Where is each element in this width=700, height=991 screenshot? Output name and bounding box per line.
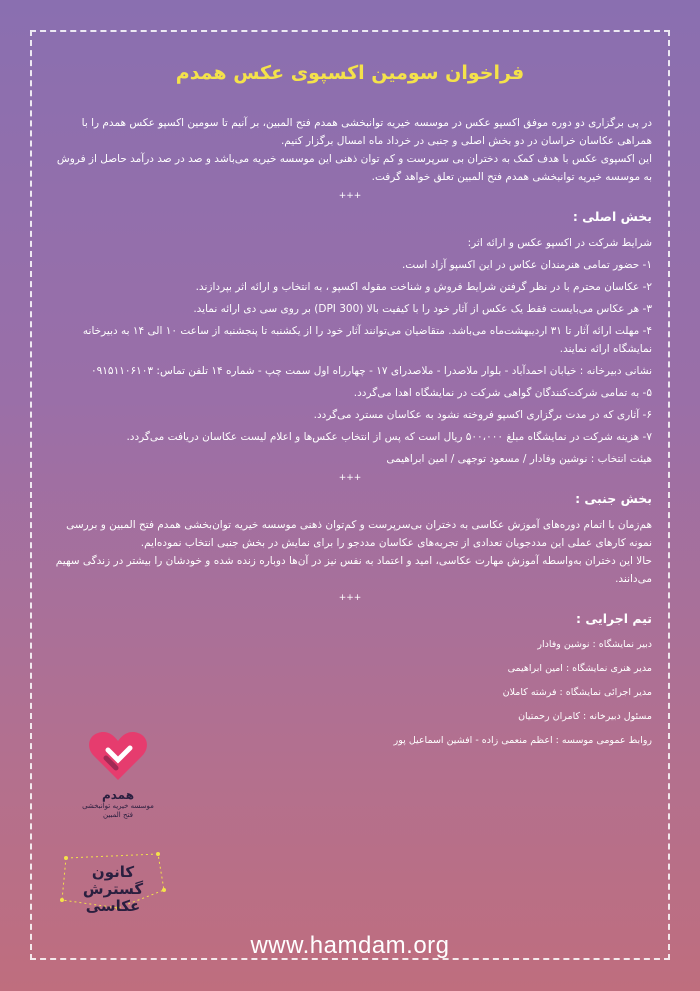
main-item: ۶- آثاری که در مدت برگزاری اکسپو فروخته نشود به عکاسان مسترد می‌گردد. <box>313 409 652 421</box>
website-url[interactable]: www.hamdam.org <box>250 932 450 959</box>
kanoon-logo-text: کانون گسترش عکاسی <box>82 863 144 915</box>
secretariat-address: نشانی دبیرخانه : خیابان احمدآباد - بلوار ملاصدرا - ملاصدرای ۱۷ - چهارراه اول سمت چپ - شماره ۱۴ تلفن تماس: ۰۹۱۵۱۱۰۶۱۰۳ <box>91 365 652 377</box>
hamdam-logo-name: همدم <box>101 788 135 802</box>
intro-paragraph-1: در پی برگزاری دو دوره موفق اکسپو عکس در موسسه خیریه توانبخشی همدم فتح المبین، بر آنیم تا سومین اکسپو عکس همدم را با همراهی عکاسان خراسان در دو بخش اصلی و جنبی در خرداد ماه امسال برگزار کنیم. <box>81 117 652 147</box>
team-section-heading: تیم اجرایی : <box>576 611 652 626</box>
main-item: ۲- عکاسان محترم با در نظر گرفتن شرایط فروش و شناخت مقوله اکسپو ، به انتخاب و ارائه اثر بپردازند. <box>195 281 652 293</box>
team-member: روابط عمومی موسسه : اعظم منعمی زاده - افشین اسماعیل پور <box>393 735 652 746</box>
team-member: دبیر نمایشگاه : نوشین وفادار <box>537 639 652 650</box>
intro-paragraph-2: این اکسپوی عکس با هدف کمک به دختران بی سرپرست و کم توان ذهنی این موسسه خیریه می‌باشد و صد در صد درآمد حاصل از فروش به موسسه خیریه توانبخشی همدم فتح المبین تعلق خواهد گرفت. <box>56 153 652 183</box>
hamdam-logo-subtitle: موسسه خیریه توانبخشی <box>82 802 154 810</box>
hamdam-logo <box>78 728 158 820</box>
heart-logo-icon <box>86 728 150 784</box>
main-item: ۱- حضور تمامی هنرمندان عکاس در این اکسپو آزاد است. <box>401 259 652 271</box>
side-paragraph-1: هم‌زمان با اتمام دوره‌های آموزش عکاسی به دختران بی‌سرپرست و کم‌توان ذهنی موسسه خیریه توان‌بخشی همدم فتح المبین و بررسی نمونه کارهای عملی این مددجویان تعدادی از تجربه‌های عکاسان مددجو را برای نمایش در بخش جنبی انتخاب نموده‌ایم. <box>66 519 652 549</box>
jury-line: هیئت انتخاب : نوشین وفادار / مسعود توجهی / امین ابراهیمی <box>386 453 652 465</box>
main-item: ۳- هر عکاس می‌بایست فقط یک عکس از آثار خود را با کیفیت بالا (DPI 300) بر روی سی دی ارائه نماید. <box>193 303 652 315</box>
separator: +++ <box>338 191 362 201</box>
announcement-content <box>48 60 652 756</box>
team-member: مدیر هنری نمایشگاه : امین ابراهیمی <box>507 663 652 674</box>
hamdam-logo-place: فتح المبین <box>103 811 133 819</box>
main-item: ۷- هزینه شرکت در نمایشگاه مبلغ ۵۰۰،۰۰۰ ریال است که پس از انتخاب عکس‌ها و اعلام لیست عکاسان دریافت می‌گردد. <box>126 431 652 443</box>
page-title: فراخوان سومین اکسپوی عکس همدم <box>175 62 525 84</box>
conditions-label: شرایط شرکت در اکسپو عکس و ارائه اثر: <box>467 237 652 249</box>
team-member: مسئول دبیرخانه : کامران رحمتیان <box>518 711 652 722</box>
separator: +++ <box>338 593 362 603</box>
team-member: مدیر اجرائی نمایشگاه : فرشته کاملان <box>502 687 652 698</box>
main-item: ۴- مهلت ارائه آثار تا ۳۱ اردیبهشت‌ماه می‌باشد. متقاضیان می‌توانند آثار خود را از یکشنبه تا پنجشنبه از ساعت ۱۰ الی ۱۴ به دبیرخانه نمایشگاه ارائه نمایند. <box>82 325 652 355</box>
separator: +++ <box>338 473 362 483</box>
main-item: ۵- به تمامی شرکت‌کنندگان گواهی شرکت در نمایشگاه اهدا می‌گردد. <box>353 387 652 399</box>
side-section-heading: بخش جنبی : <box>575 491 652 506</box>
side-paragraph-2: حالا این دختران به‌واسطه آموزش مهارت عکاسی، امید و اعتماد به نفس نیز در آن‌ها دوباره زنده شده و خودشان را بیشتر در زندگی سهیم می‌دانند. <box>55 555 652 585</box>
kanoon-logo <box>58 850 168 915</box>
main-section-heading: بخش اصلی : <box>572 209 652 224</box>
